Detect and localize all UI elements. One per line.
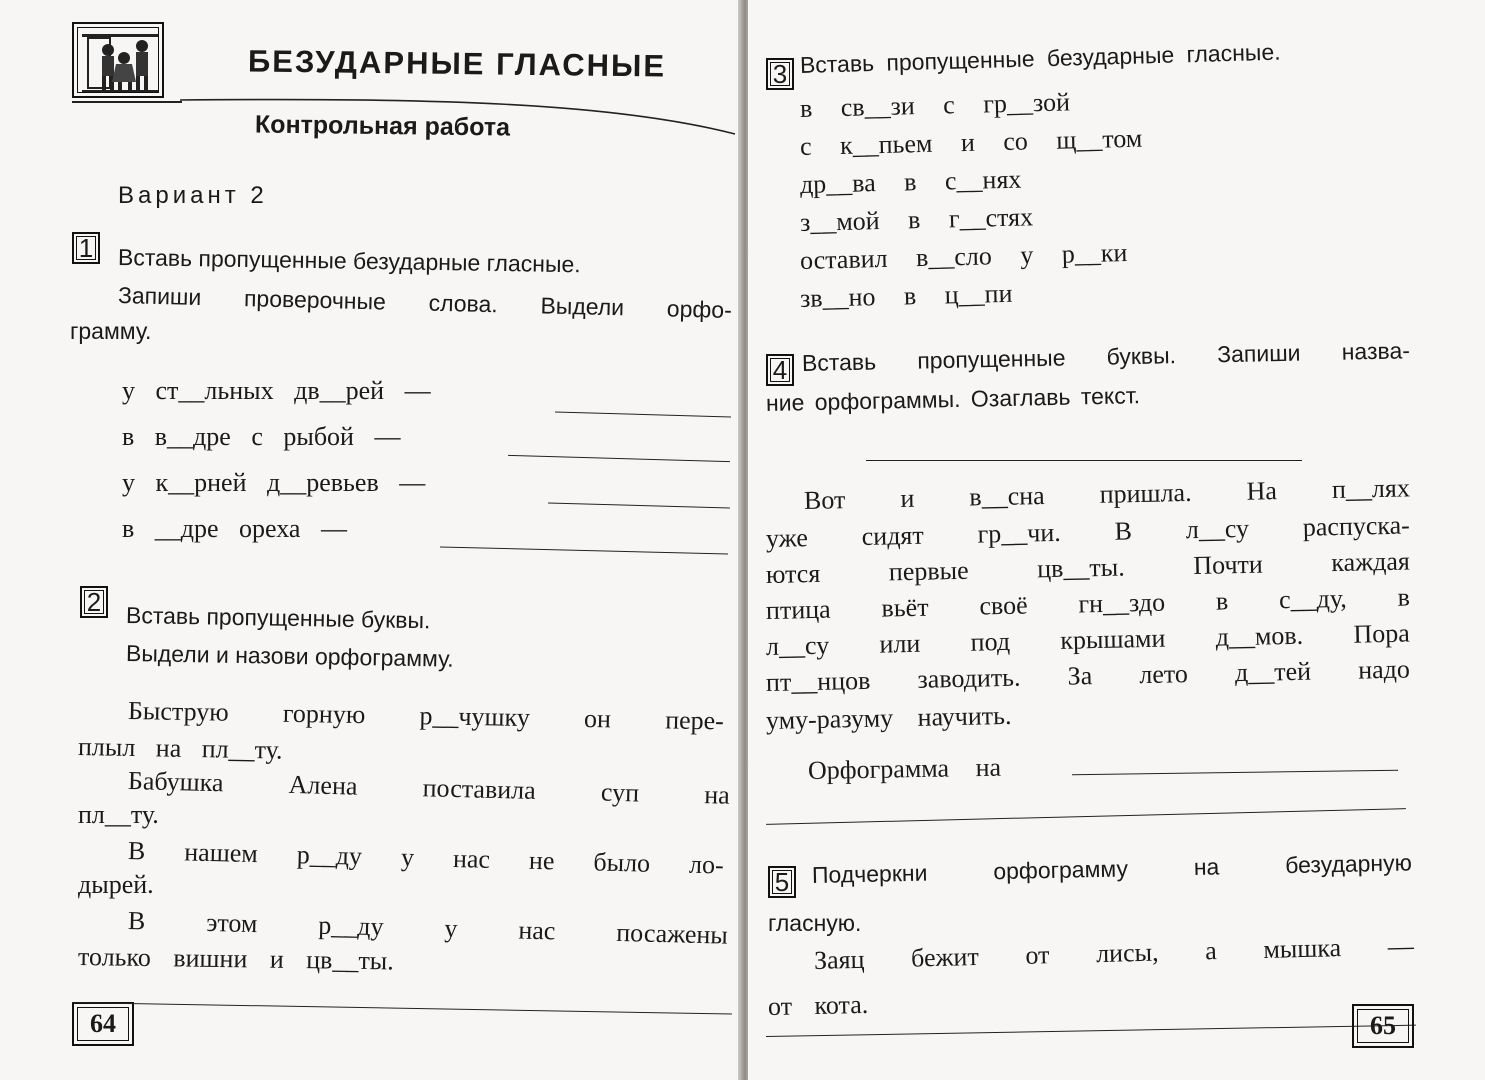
word: этом	[205, 907, 258, 939]
word: пропущенные	[917, 344, 1066, 374]
word: нас	[518, 915, 556, 946]
book-logo	[72, 22, 164, 98]
word: ло-	[688, 849, 725, 880]
word: своё	[979, 590, 1028, 621]
task-3-instruction: Вставь пропущенные безударные гласные.	[799, 38, 1281, 78]
word: —	[1387, 931, 1415, 961]
page-number-left: 64	[72, 1002, 134, 1046]
task-3-line-2: с к__пьем и со щ__том	[799, 123, 1143, 161]
word: Выдели	[540, 292, 625, 321]
word: заводить.	[917, 662, 1021, 694]
word: сидят	[861, 520, 924, 551]
task-3-number: 3	[766, 58, 794, 90]
word: В	[127, 906, 146, 936]
word: вьёт	[881, 592, 929, 623]
word: бежит	[910, 941, 980, 973]
page-number-right: 65	[1352, 1004, 1414, 1048]
answer-line-4	[440, 546, 728, 554]
word: посажены	[615, 917, 729, 950]
word: Алена	[288, 769, 358, 801]
left-page	[0, 0, 742, 1080]
task-4-number: 4	[766, 354, 794, 386]
word: было	[593, 847, 651, 878]
footer-rule-right	[766, 1025, 1416, 1037]
word: назва-	[1341, 337, 1411, 365]
title-answer-line	[866, 460, 1302, 461]
word: он	[583, 703, 612, 734]
task-1-instruction-line2	[118, 282, 732, 324]
word: Заяц	[813, 944, 865, 975]
answer-line-3	[548, 502, 730, 508]
word: безударную	[1284, 849, 1413, 879]
word: В	[127, 836, 146, 866]
task-4-instruction-line2: ние орфограммы. Озаглавь текст.	[765, 382, 1141, 416]
subtitle-swoosh	[180, 96, 740, 140]
task-2-text-line-6: дырей.	[78, 870, 154, 899]
word: пт__нцов	[765, 665, 871, 697]
task-1-instruction: Вставь пропущенные безударные гласные.	[117, 244, 581, 278]
word: р__ду	[317, 910, 384, 942]
task-4-text-line-2	[766, 511, 1410, 554]
word: на	[703, 780, 731, 810]
word: птица	[765, 594, 831, 625]
word: Почти	[1193, 549, 1264, 581]
word: и	[900, 483, 915, 513]
word: в	[1397, 582, 1411, 612]
word: цв__ты.	[1036, 552, 1126, 584]
task-4-text-line-6	[766, 655, 1410, 698]
task-2-text-line-4: пл__ту.	[78, 800, 159, 829]
word: Подчеркни	[811, 859, 928, 888]
word: гр__чи.	[977, 517, 1062, 549]
task-1-line-1: у ст__льных дв__рей —	[122, 376, 431, 405]
word: пришла.	[1099, 477, 1192, 509]
answer-line-2	[508, 455, 730, 462]
task-3-line-1: в св__зи с гр__зой	[799, 87, 1071, 123]
word: или	[879, 628, 921, 659]
task-1-number: 1	[72, 232, 100, 264]
word: За	[1067, 661, 1093, 691]
task-4-text-line-7: уму-разуму научить.	[765, 700, 1012, 735]
footer-rule-left	[72, 1002, 732, 1015]
task-5-instruction	[812, 849, 1412, 889]
word: лето	[1139, 659, 1189, 690]
task-2-text-line-1	[128, 696, 724, 736]
word: пере-	[664, 705, 725, 736]
word: уже	[765, 523, 809, 553]
task-4-text-line-1	[804, 473, 1410, 516]
title-underline	[72, 101, 182, 103]
word: горную	[282, 698, 366, 730]
task-4-instruction	[802, 337, 1410, 377]
word: поставила	[422, 773, 537, 805]
word: каждая	[1331, 546, 1411, 578]
task-2-text-line-2: плыл на пл__ту.	[77, 732, 283, 765]
word: р__ду	[296, 840, 363, 871]
word: лисы,	[1095, 937, 1159, 969]
task-1-line-4: в __дре ореха —	[122, 514, 347, 543]
task-3-line-4: з__мой в г__стях	[799, 202, 1034, 237]
task-5-instruction-line2: гласную.	[768, 910, 862, 936]
task-3-line-6: зв__но в ц__пи	[799, 278, 1013, 313]
task-3-line-5: оставил в__сло у р__ки	[799, 238, 1128, 275]
right-page	[748, 0, 1485, 1080]
word: первые	[888, 555, 969, 587]
word: Запиши	[1216, 339, 1301, 368]
task-4-text-line-4	[766, 583, 1410, 626]
word: нашем	[184, 837, 259, 869]
word: распуска-	[1302, 510, 1411, 542]
task-5-text-line-2: от кота.	[767, 989, 869, 1021]
variant-label: Вариант 2	[118, 182, 268, 209]
task-2-number: 2	[80, 586, 108, 618]
task-2-text-line-3	[128, 766, 731, 811]
word: с__ду,	[1278, 583, 1347, 615]
task-1-line-2: в в__дре с рыбой —	[122, 422, 401, 451]
orthogram-answer-line-1	[1072, 770, 1398, 776]
word: слова.	[428, 289, 499, 318]
word: в	[1215, 586, 1229, 616]
word: л__су	[1185, 513, 1250, 545]
word: проверочные	[243, 285, 387, 315]
word: не	[528, 845, 555, 876]
word: Вставь	[801, 348, 877, 376]
section-title: БЕЗУДАРНЫЕ ГЛАСНЫЕ	[247, 43, 667, 84]
word: от	[1025, 940, 1050, 970]
task-2-text-line-5	[128, 836, 725, 881]
word: д__тей	[1234, 656, 1312, 688]
word: на	[1193, 853, 1220, 880]
word: Пора	[1353, 618, 1411, 649]
orthogram-answer-line-2	[766, 808, 1406, 825]
orthogram-label: Орфограмма на	[807, 752, 1002, 785]
word: у	[400, 842, 415, 872]
task-4-text-line-5	[766, 619, 1410, 662]
task-5-number: 5	[768, 866, 796, 898]
word: мышка	[1263, 933, 1342, 965]
word: На	[1246, 476, 1278, 506]
word: надо	[1357, 654, 1411, 685]
task-1-instruction-line3: грамму.	[70, 318, 152, 344]
word: Запиши	[117, 282, 202, 311]
word: орфограмму	[993, 855, 1129, 885]
word: крышами	[1060, 623, 1166, 655]
word: суп	[600, 777, 640, 808]
word: Быструю	[127, 696, 229, 727]
answer-line-1	[555, 412, 731, 418]
word: ются	[765, 558, 821, 589]
word: р__чушку	[419, 701, 531, 733]
word: под	[970, 626, 1011, 657]
word: у	[444, 913, 458, 944]
word: орфо-	[666, 295, 733, 323]
word: Вот	[803, 485, 846, 515]
word: Бабушка	[127, 766, 224, 798]
task-3-line-3: др__ва в с__нях	[799, 164, 1022, 199]
word: л__су	[765, 630, 830, 661]
task-4-text-line-3	[766, 547, 1410, 590]
word: гн__здо	[1078, 587, 1166, 619]
task-2-text-line-8: только вишни и цв__ты.	[77, 942, 394, 976]
word: п__лях	[1331, 473, 1411, 504]
task-5-text-line-1	[814, 931, 1415, 976]
children-reading-icon	[78, 28, 159, 93]
word: а	[1204, 936, 1218, 966]
task-2-instruction: Вставь пропущенные буквы.	[125, 602, 431, 634]
word: нас	[452, 843, 491, 874]
word: д__мов.	[1215, 620, 1304, 652]
task-2-instruction-line2: Выдели и назови орфограмму.	[125, 640, 454, 672]
subtitle: Контрольная работа	[254, 110, 511, 142]
word: в__сна	[969, 480, 1045, 512]
word: буквы.	[1106, 342, 1177, 370]
task-1-line-3: у к__рней д__ревьев —	[122, 468, 426, 497]
word: В	[1114, 516, 1133, 546]
